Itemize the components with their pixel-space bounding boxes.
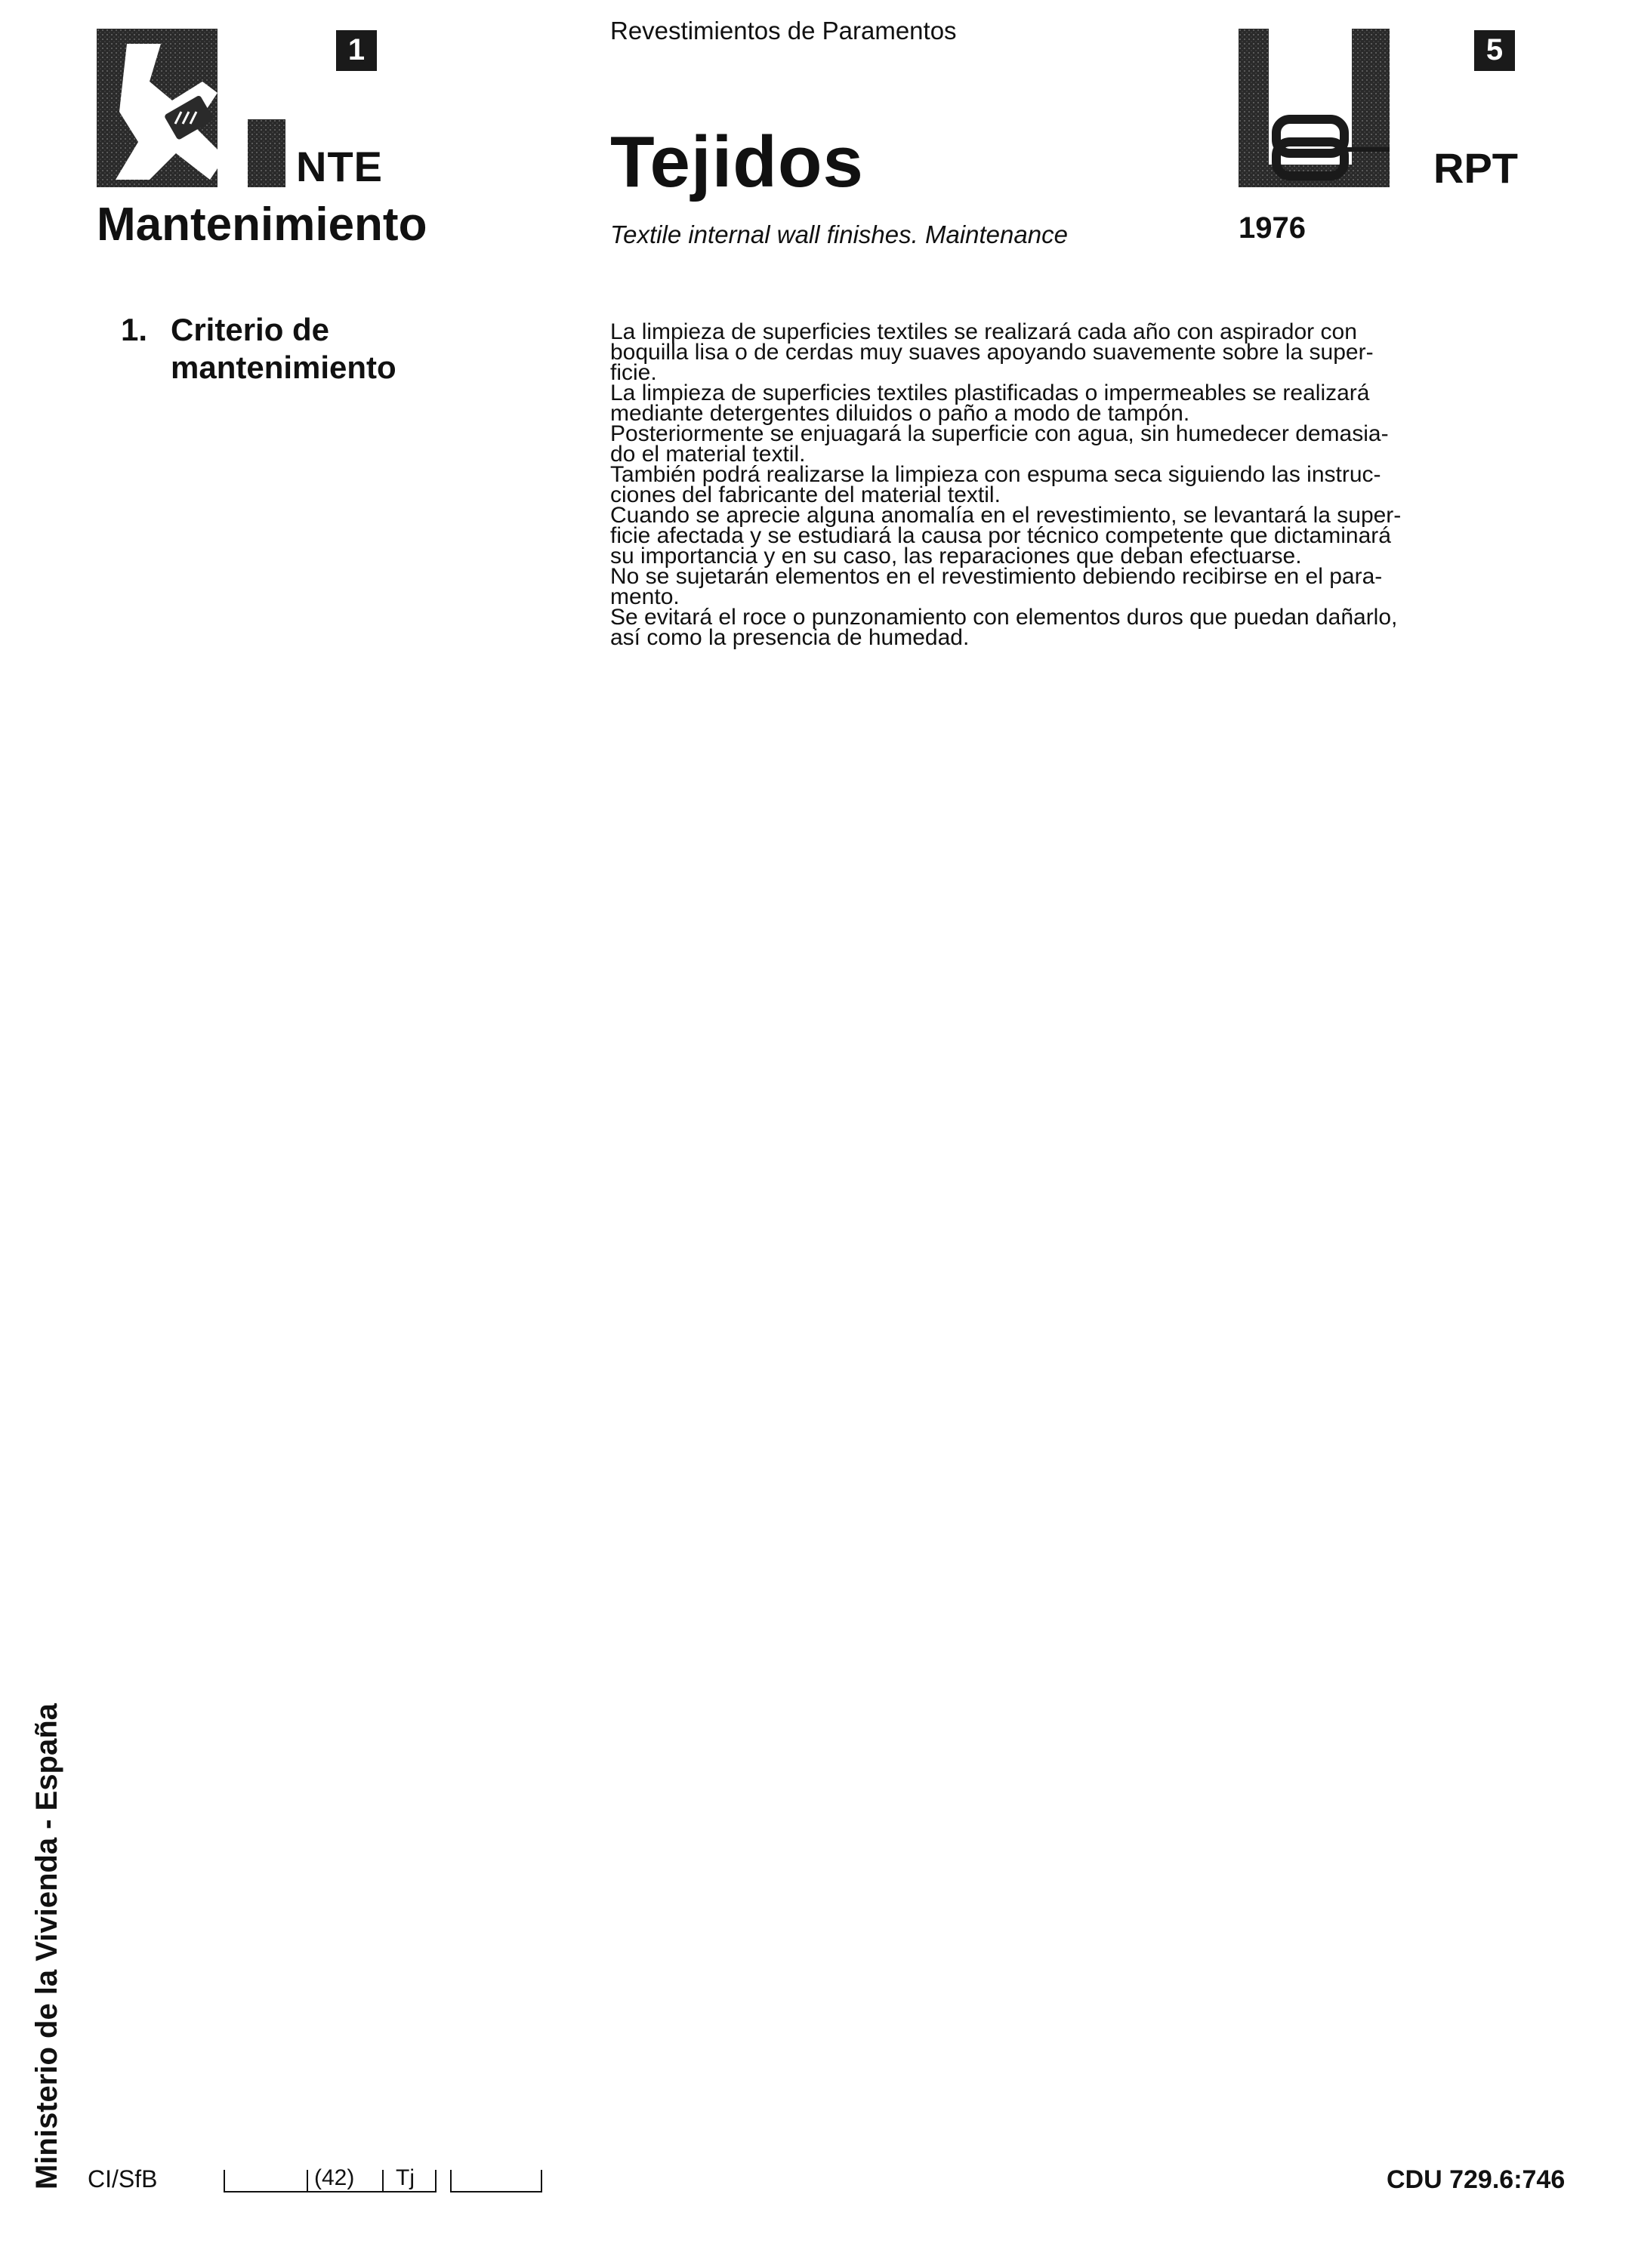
section-title-line-1: Criterio de <box>171 312 330 347</box>
document-code: RPT <box>1433 144 1518 192</box>
body-line: mento. <box>610 584 680 609</box>
body-line: ciones del fabricante del material textil. <box>610 482 1001 507</box>
cisfb-label: CI/SfB <box>88 2165 158 2193</box>
cdu-code: CDU 729.6:746 <box>1387 2165 1566 2194</box>
body-line: así como la presencia de humedad. <box>610 625 970 650</box>
english-subtitle: Textile internal wall finishes. Maintenance <box>610 220 1068 248</box>
body-line: Se evitará el roce o punzonamiento con elementos duros que puedan dañarlo, <box>610 605 1398 630</box>
sheet-number-badge: 1 <box>336 30 377 71</box>
publication-year: 1976 <box>1239 211 1306 245</box>
body-line: mediante detergentes diluidos o paño a modo de tampón. <box>610 401 1190 426</box>
cisfb-classification-boxes <box>224 2159 556 2197</box>
series-code: NTE <box>296 143 383 190</box>
page-title: Tejidos <box>610 122 864 202</box>
body-line: Posteriormente se enjuagará la superficie con agua, sin humedecer demasia- <box>610 421 1389 446</box>
body-line: ficie afectada y se estudiará la causa por técnico competente que dictaminará <box>610 523 1391 548</box>
body-line: boquilla lisa o de cerdas muy suaves apoyando suavemente sobre la super- <box>610 340 1374 365</box>
section-number: 1. <box>121 312 148 347</box>
document-category: Revestimientos de Paramentos <box>610 17 957 45</box>
classification-cell: Tj <box>396 2165 415 2190</box>
classification-cell: (42) <box>314 2165 355 2190</box>
body-line: También podrá realizarse la limpieza con espuma seca siguiendo las instruc- <box>610 462 1381 487</box>
body-line: La limpieza de superficies textiles se realizará cada año con aspirador con <box>610 319 1357 344</box>
section-title-line-2: mantenimiento <box>171 350 396 385</box>
body-line: su importancia y en su caso, las reparaciones que deban efectuarse. <box>610 544 1302 569</box>
maintenance-criteria-text <box>610 319 1539 650</box>
body-line: Cuando se aprecie alguna anomalía en el revestimiento, se levantará la super- <box>610 503 1402 528</box>
ministry-label: Ministerio de la Vivienda - España <box>30 1703 63 2189</box>
section-title: Mantenimiento <box>97 199 427 251</box>
body-line: No se sujetarán elementos en el revestimiento debiendo recibirse en el para- <box>610 564 1383 589</box>
wrench-logo-icon <box>97 29 285 195</box>
section-heading <box>121 311 396 387</box>
body-line: ficie. <box>610 360 657 385</box>
wall-finish-logo-icon <box>1239 29 1420 195</box>
body-line: do el material textil. <box>610 442 806 467</box>
body-line: La limpieza de superficies textiles plastificadas o impermeables se realizará <box>610 381 1370 405</box>
sheet-number-badge-right: 5 <box>1474 30 1515 71</box>
